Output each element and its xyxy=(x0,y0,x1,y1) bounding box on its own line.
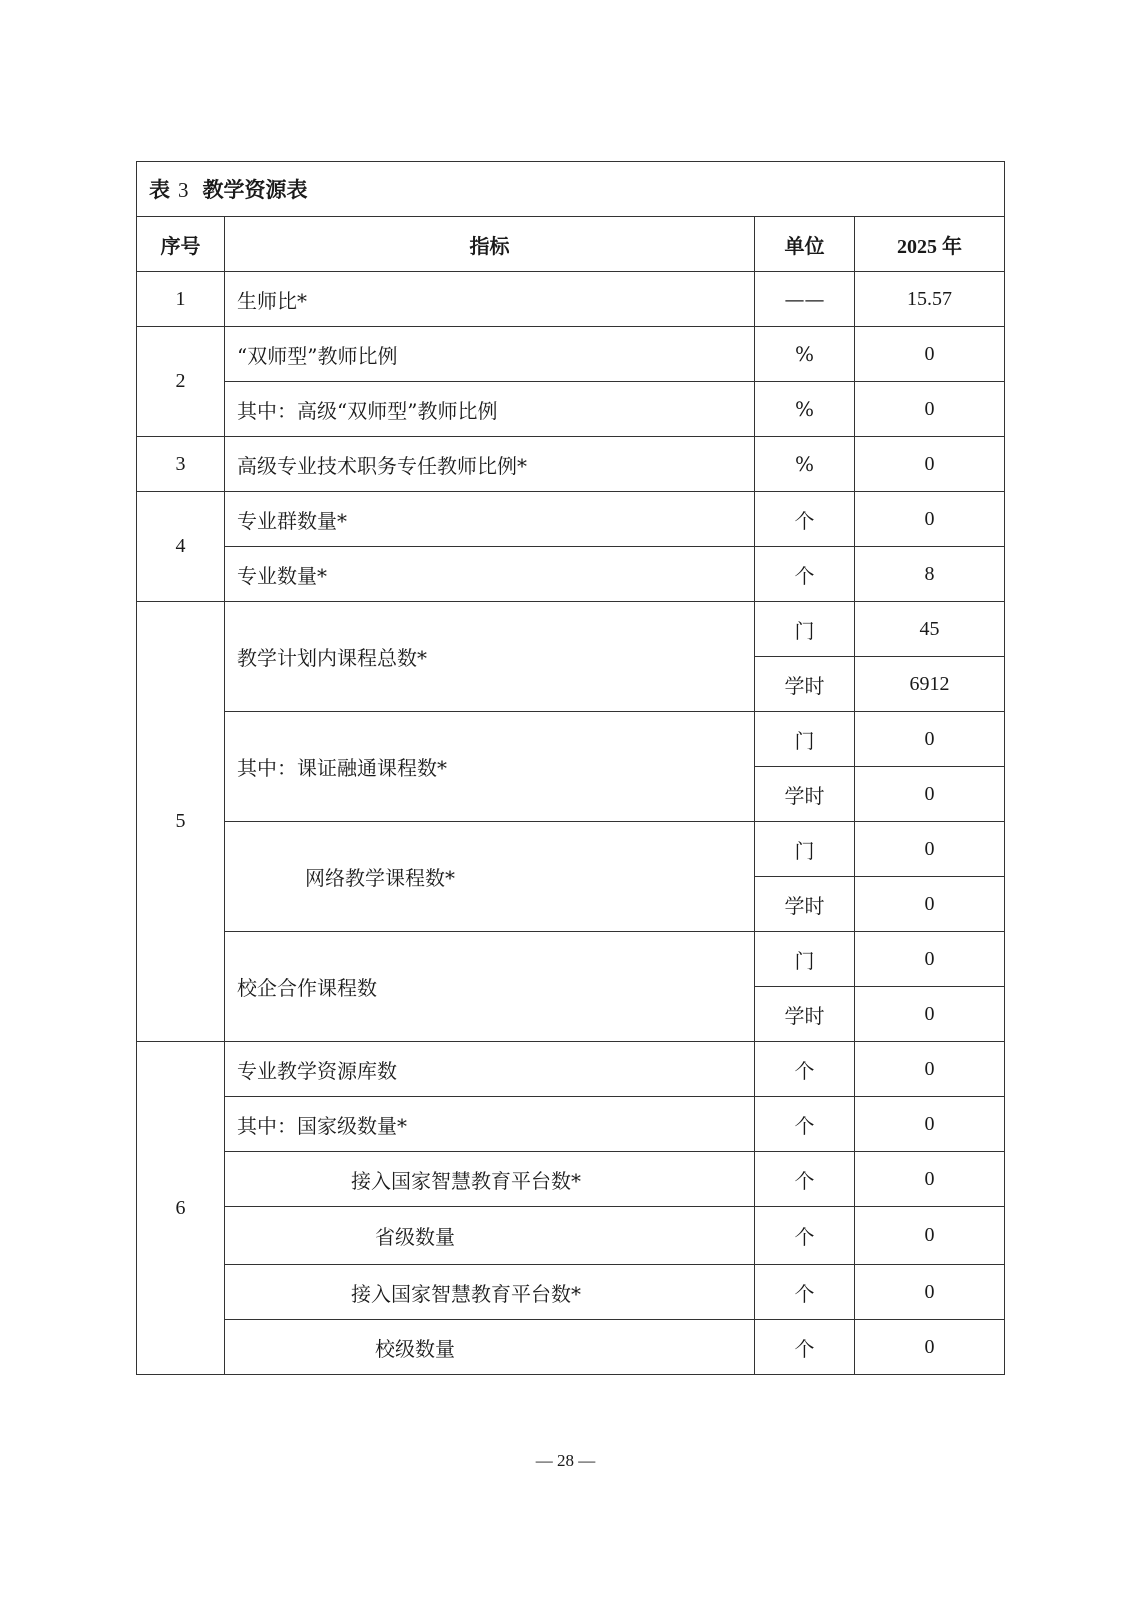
row-seq: 4 xyxy=(137,492,225,602)
row-indicator: 教学计划内课程总数* xyxy=(225,602,755,712)
row-indicator: 其中：课证融通课程数* xyxy=(225,712,755,822)
row-value: 0 xyxy=(855,1207,1005,1265)
row-value: 15.57 xyxy=(855,272,1005,327)
row-unit: 门 xyxy=(755,822,855,877)
row-value: 0 xyxy=(855,987,1005,1042)
row-unit: 个 xyxy=(755,1042,855,1097)
row-value: 6912 xyxy=(855,657,1005,712)
caption-title: 教学资源表 xyxy=(202,177,308,202)
table-row xyxy=(137,1097,1005,1152)
row-indicator: 高级专业技术职务专任教师比例* xyxy=(225,437,755,492)
row-value: 0 xyxy=(855,1152,1005,1207)
row-value: 0 xyxy=(855,822,1005,877)
table-row xyxy=(137,602,1005,657)
row-unit: 门 xyxy=(755,602,855,657)
row-unit: 个 xyxy=(755,1152,855,1207)
row-indicator: 专业群数量* xyxy=(225,492,755,547)
row-indicator: 专业教学资源库数 xyxy=(225,1042,755,1097)
table-row xyxy=(137,492,1005,547)
table-row xyxy=(137,327,1005,382)
row-unit: 个 xyxy=(755,547,855,602)
table-row xyxy=(137,1042,1005,1097)
row-indicator: 校级数量 xyxy=(225,1320,755,1375)
row-unit: 个 xyxy=(755,1097,855,1152)
row-unit: % xyxy=(755,382,855,437)
row-indicator: 专业数量* xyxy=(225,547,755,602)
table-row xyxy=(137,1207,1005,1265)
row-unit: 个 xyxy=(755,1207,855,1265)
row-value: 0 xyxy=(855,932,1005,987)
row-unit: —— xyxy=(755,272,855,327)
header-year: 2025 年 xyxy=(855,217,1005,272)
row-seq: 6 xyxy=(137,1042,225,1375)
caption-number: 3 xyxy=(178,178,189,202)
row-unit: 个 xyxy=(755,1265,855,1320)
row-value: 0 xyxy=(855,712,1005,767)
page-number: — 28 — xyxy=(535,1451,596,1470)
row-unit: 个 xyxy=(755,492,855,547)
row-unit: 门 xyxy=(755,712,855,767)
table-row xyxy=(137,1320,1005,1375)
row-value: 0 xyxy=(855,767,1005,822)
row-seq: 1 xyxy=(137,272,225,327)
row-indicator: 网络教学课程数* xyxy=(225,822,755,932)
row-indicator: 校企合作课程数 xyxy=(225,932,755,1042)
table-row xyxy=(137,822,1005,877)
row-value: 0 xyxy=(855,327,1005,382)
header-unit: 单位 xyxy=(755,217,855,272)
row-indicator: 其中：高级“双师型”教师比例 xyxy=(225,382,755,437)
table-row xyxy=(137,272,1005,327)
table-row xyxy=(137,382,1005,437)
teaching-resources-table xyxy=(136,161,1005,1375)
row-value: 0 xyxy=(855,382,1005,437)
row-indicator: 接入国家智慧教育平台数* xyxy=(225,1152,755,1207)
row-seq: 5 xyxy=(137,602,225,1042)
table-row xyxy=(137,1265,1005,1320)
row-unit: 学时 xyxy=(755,657,855,712)
row-unit: % xyxy=(755,327,855,382)
row-value: 0 xyxy=(855,437,1005,492)
header-row xyxy=(137,217,1005,272)
row-value: 0 xyxy=(855,1320,1005,1375)
table-row xyxy=(137,712,1005,767)
row-indicator: 其中：国家级数量* xyxy=(225,1097,755,1152)
row-value: 0 xyxy=(855,877,1005,932)
row-unit: 学时 xyxy=(755,877,855,932)
row-indicator: 生师比* xyxy=(225,272,755,327)
table-caption xyxy=(137,162,1005,217)
row-unit: 个 xyxy=(755,1320,855,1375)
row-value: 8 xyxy=(855,547,1005,602)
row-value: 0 xyxy=(855,1265,1005,1320)
row-value: 0 xyxy=(855,492,1005,547)
table-row xyxy=(137,1152,1005,1207)
table-row xyxy=(137,437,1005,492)
row-seq: 3 xyxy=(137,437,225,492)
row-unit: 学时 xyxy=(755,767,855,822)
row-indicator: “双师型”教师比例 xyxy=(225,327,755,382)
row-unit: 门 xyxy=(755,932,855,987)
row-value: 0 xyxy=(855,1042,1005,1097)
row-indicator: 接入国家智慧教育平台数* xyxy=(225,1265,755,1320)
table-row xyxy=(137,547,1005,602)
header-seq: 序号 xyxy=(137,217,225,272)
header-indicator: 指标 xyxy=(225,217,755,272)
row-seq: 2 xyxy=(137,327,225,437)
row-value: 45 xyxy=(855,602,1005,657)
row-unit: % xyxy=(755,437,855,492)
caption-label: 表 xyxy=(149,177,170,202)
row-unit: 学时 xyxy=(755,987,855,1042)
row-value: 0 xyxy=(855,1097,1005,1152)
table-row xyxy=(137,932,1005,987)
row-indicator: 省级数量 xyxy=(225,1207,755,1265)
